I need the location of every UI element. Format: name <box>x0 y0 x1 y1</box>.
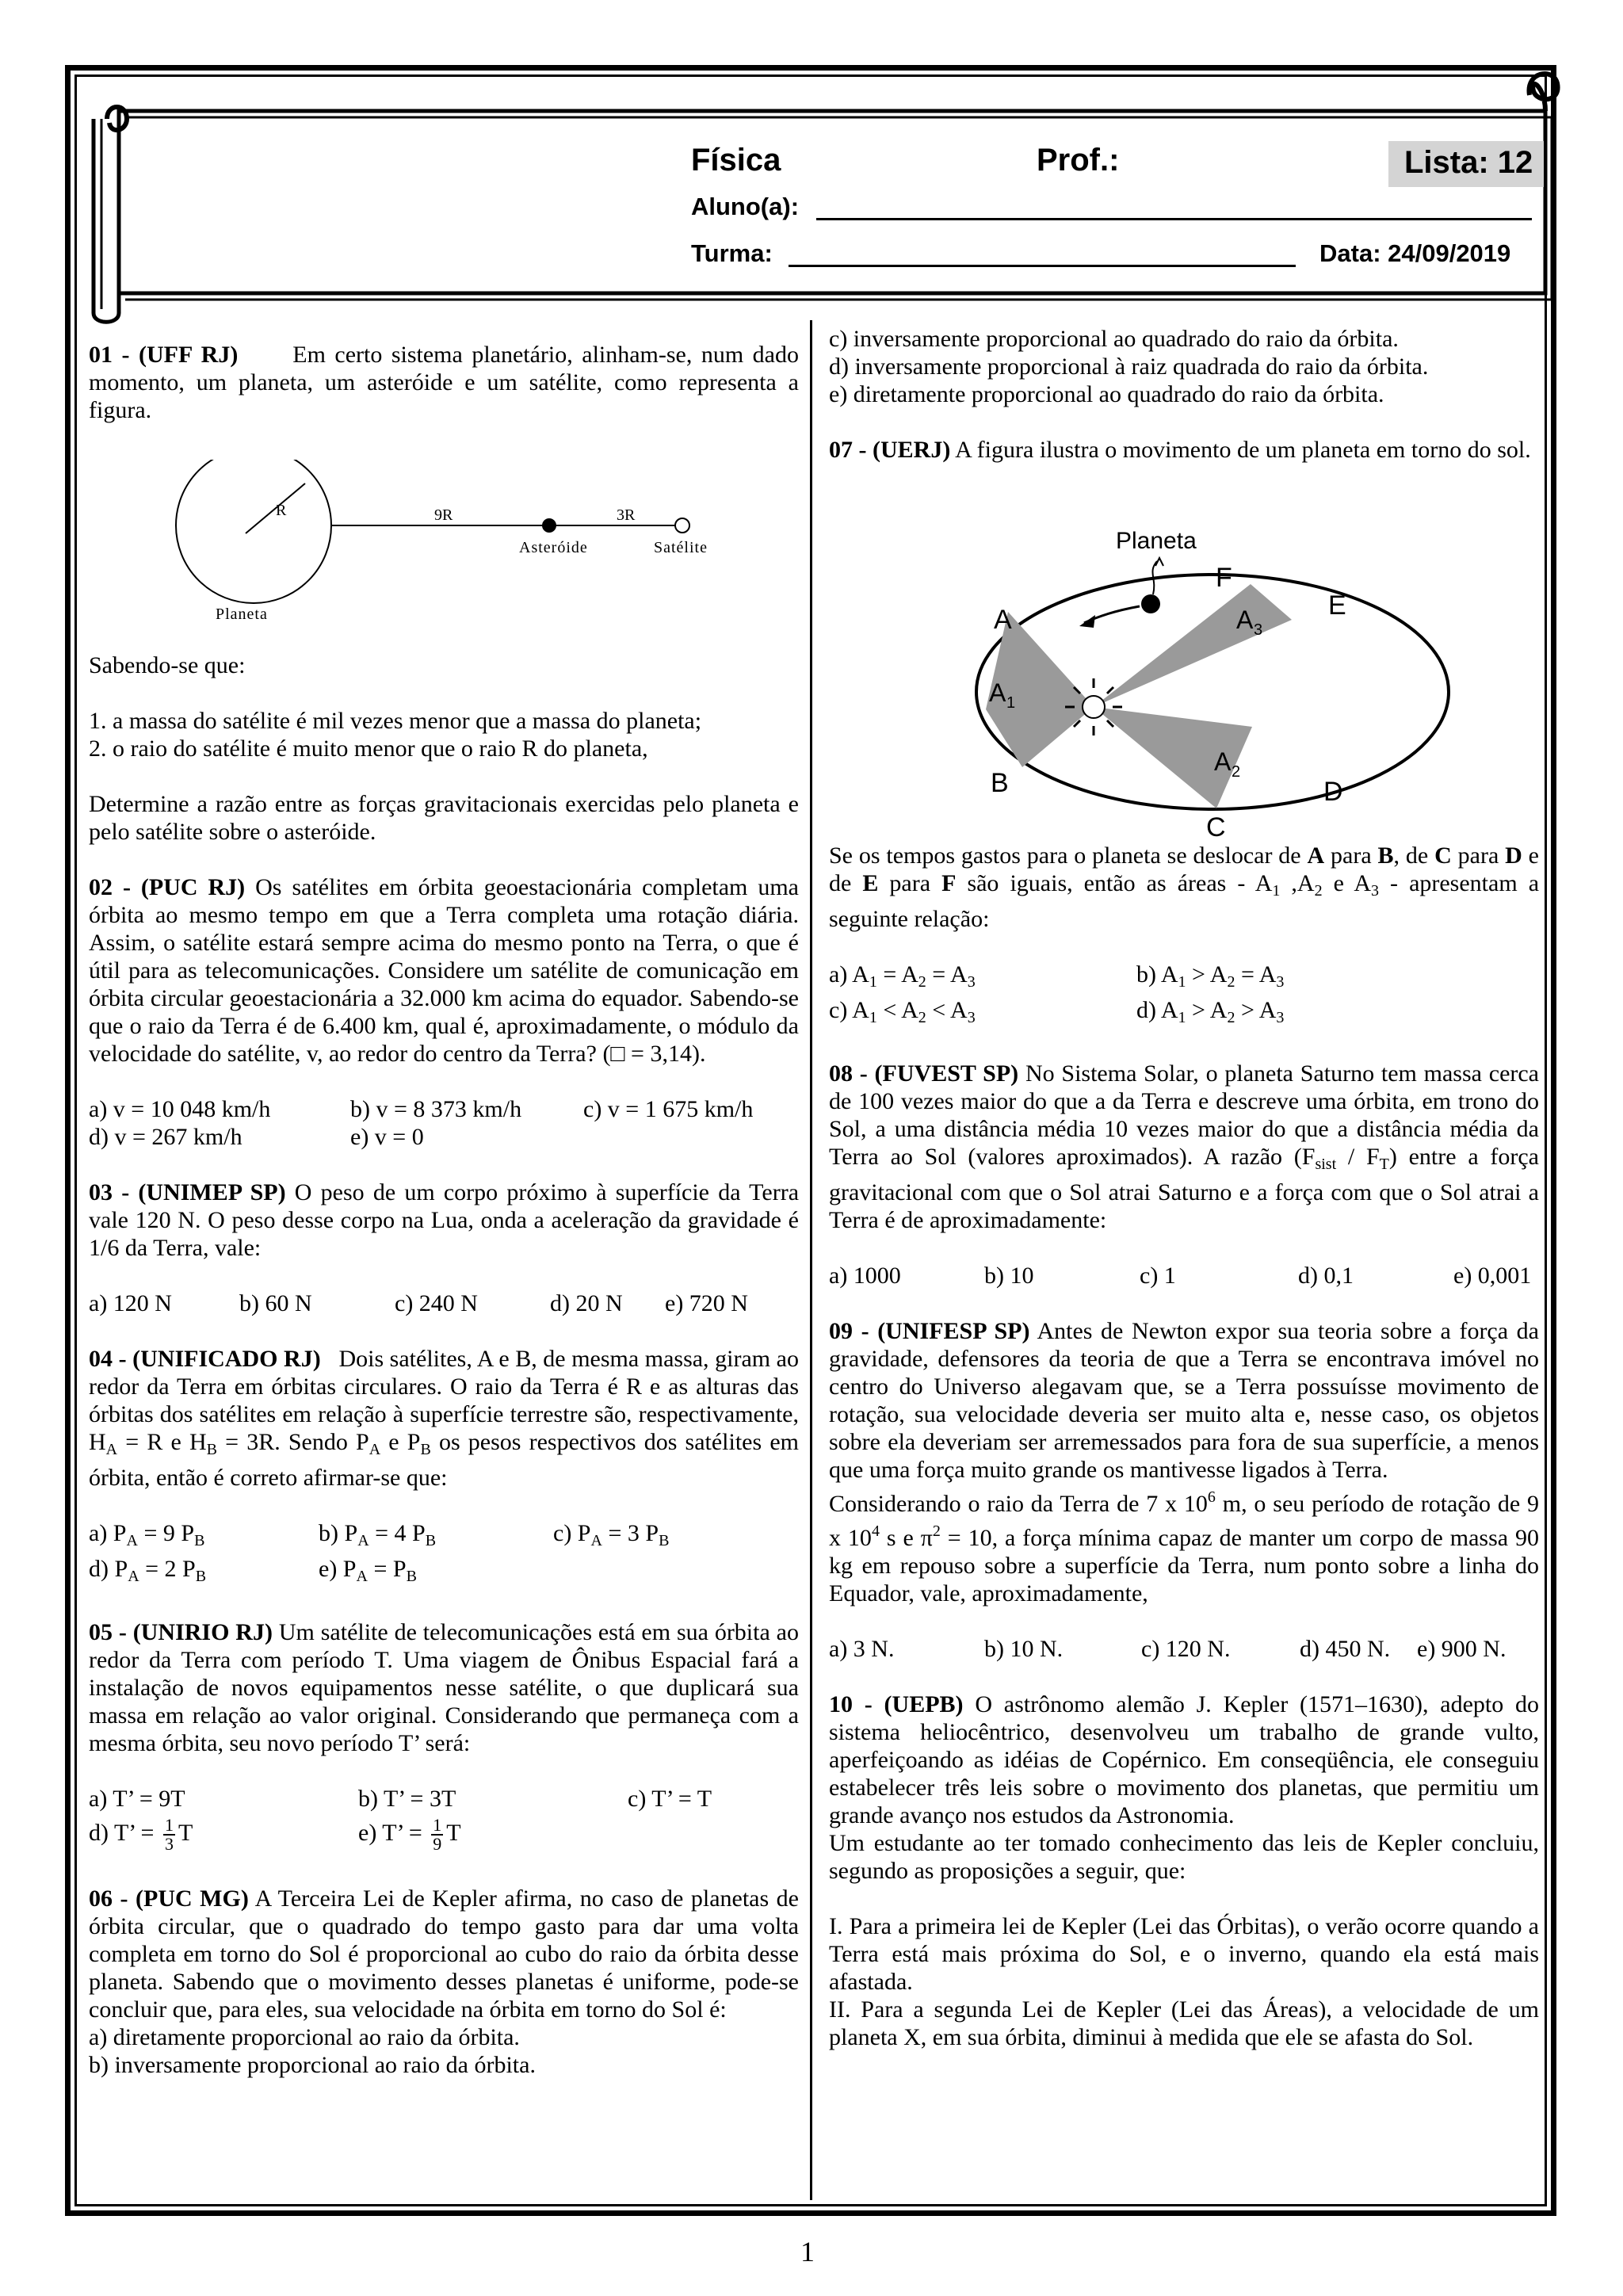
q09-stem: Antes de Newton expor sua teoria sobre a força da gravidade, defensores da teoria de que a Terra se encontrava imóvel no centro do Universo alegavam que, se a Terra possuísse movimento de rotação, sua velocidade deveria ser muito alta e, nesse caso, os objetos sobre ela deveriam ser arremessados para fora de sua superfície, a menos que uma força muito grande os mantivesse ligados à Terra. <box>829 1318 1539 1483</box>
q07-label-planet: Planeta <box>1116 528 1197 554</box>
q01-label-satellite: Satélite <box>654 539 708 556</box>
q02-option-b: b) v = 8 373 km/h <box>350 1096 522 1122</box>
q08-stem: No Sistema Solar, o planeta Saturno tem massa cerca de 100 vezes maior do que a da Terra e descreve uma órbita, em trono do Sol, a uma distância média 10 vezes maior do que a distância média da Terra ao Sol (valores aproximados). A razão (F <box>829 1060 1540 1170</box>
q03-stem: O peso de um corpo próximo à superfície da Terra vale 120 N. O peso desse corpo na Lua, onda a aceleração da gravidade é 1/6 da Terra, vale: <box>89 1179 800 1261</box>
q06-option-e: e) diretamente proporcional ao quadrado do raio da órbita. <box>829 381 1384 407</box>
q02-option-e: e) v = 0 <box>350 1124 424 1150</box>
q01-item-1: 1. a massa do satélite é mil vezes menor que a massa do planeta; <box>89 708 702 734</box>
q03-option-d: d) 20 N <box>550 1290 623 1316</box>
q10-stem: O astrônomo alemão J. Kepler (1571–1630), adepto do sistema heliocêntrico, desenvolveu um trabalho de grande vulto, aperfeiçoando as idéias de Copérnico. Em conseqüência, ele conseguiu estabelecer três leis sobre o movimento dos planetas, que permitiu um grande avanço nos estudos da Astronomia. <box>829 1691 1539 1828</box>
q07-tag: 07 - (UERJ) <box>829 437 951 463</box>
q05-option-e: e) T’ = $\frac{1}{9}$ T <box>358 1815 461 1854</box>
q04-option-b: b) $P_A = 4$ $P_B$ <box>319 1520 437 1549</box>
q05-options-row2 <box>89 1813 799 1857</box>
q09-tag: 09 - (UNIFESP SP) <box>829 1318 1030 1344</box>
q01-known: Sabendo-se que: <box>89 652 246 678</box>
q06-option-a: a) diretamente proporcional ao raio da órbita. <box>89 2024 520 2050</box>
q07-label-area-a3: A <box>1236 606 1254 634</box>
q02-options-row2 <box>89 1123 799 1151</box>
svg-text:1: 1 <box>1006 694 1016 712</box>
subject-title: Física <box>691 143 781 178</box>
q08-option-d: d) 0,1 <box>1298 1263 1354 1289</box>
q03-option-a: a) 120 N <box>89 1290 172 1316</box>
q07-options-row2 <box>829 996 1539 1032</box>
q05-options-row1 <box>89 1785 799 1813</box>
q07-label-e: E <box>1328 590 1346 621</box>
q09-option-c: c) 120 N. <box>1141 1636 1231 1662</box>
column-divider <box>810 320 812 2200</box>
header-scroll-banner <box>0 0 1623 333</box>
q03-tag: 03 - (UNIMEP SP) <box>89 1179 286 1205</box>
q06-option-d: d) inversamente proporcional à raiz quadrada do raio da órbita. <box>829 353 1429 380</box>
date-label: Data: 24/09/2019 <box>1319 239 1511 267</box>
svg-text:2: 2 <box>1232 763 1241 781</box>
q07-label-area-a2: A <box>1214 747 1232 776</box>
q01-question: Determine a razão entre as forças gravitacionais exercidas pelo planeta e pelo satélite sobre o asteróide. <box>89 791 799 845</box>
q07-figure <box>967 523 1458 840</box>
q07-label-a: A <box>994 605 1012 635</box>
q04-stem: Dois satélites, A e B, de mesma massa, giram ao redor da Terra em órbitas circulares. O raio da Terra é R e as alturas das órbitas dos satélites em relação à superfície terrestre são, respectivamente, H <box>89 1346 800 1455</box>
q09-option-b: b) 10 N. <box>984 1636 1064 1662</box>
q07-option-a: a) $A_1 = A_2 = A_3$ <box>829 961 976 991</box>
q04-options-row2 <box>89 1555 799 1591</box>
q08-option-a: a) 1000 <box>829 1263 901 1289</box>
q07-text: Se os tempos gastos para o planeta se deslocar de A para B, de C para D e de E para F são iguais, então as áreas - $A_1$ $,A_2$ e $A_3$ - apresentam a seguinte relação: <box>829 842 1540 932</box>
q03-option-e: e) 720 N <box>665 1290 748 1316</box>
q03-options <box>89 1289 799 1317</box>
right-column-rest: Se os tempos gastos para o planeta se deslocar de A para B, de C para D e de E para F são iguais, então as áreas - $A_1$ $,A_2$ e $A_3$ - apresentam a seguinte relação: a) $A_1 = A_2 = A_3$ b) $A_1 > A_2 = A_3$ c) $A_1 < A_2 < A_3$ d) $A_1 > A_2 > A_3$ 08 - (FUVEST SP) No Sistema Solar, o planeta Saturno tem massa cerca de 100 vezes maior do que a da Terra e descreve uma órbita, em trono do Sol, a uma distância média 10 vezes maior do que a distância média da Terra ao Sol (valores aproximados). A razão $(F_{sist} / F_T)$ entre a força gravitacional com que o Sol atrai Saturno e a força com que o Sol atrai a Terra é de aproximadamente: a) 1000 b) 10 c) 1 d) 0,1 e) 0,001 09 - (UNIFESP SP) Antes de Newton expor sua teoria sobre a força da gravidade, defensores da teoria de que a Terra se encontrava imóvel no centro do Universo alegavam que, se a Terra possuísse movimento de rotação, sua velocidade deveria ser muito alta e, nesse caso, os objetos sobre ela deveriam ser arremessados para fora de sua superfície, a menos que uma força muito grande os mantivesse ligados à Terra. Considerando o raio da Terra de 7 x $10^6$ m, o seu período de rotação de 9 x $10^4$ s e $\pi^2 = 10$, a força mínima capaz de manter um corpo de massa 90 kg em repouso sobre a superfície da Terra, num ponto sobre a linha do Equador, vale, aproximadamente, a) 3 N. b) 10 N. c) 120 N. d) 450 N. e) 900 N. 10 - (UEPB) O astrônomo alemão J. Kepler (1571–1630), adepto do sistema heliocêntrico, desenvolveu um trabalho de grande vulto, aperfeiçoando as idéias de Copérnico. Em conseqüência, ele conseguiu estabelecer três leis sobre o movimento dos planetas, que permitiu um grande avanço nos estudos da Astronomia. Um estudante ao ter tomado conhecimento das leis de Kepler concluiu, segundo as proposições a seguir, que: I. Para a primeira lei de Kepler (Lei das Órbitas), o verão ocorre quando a Terra está mais próxima do Sol, e o inverno, quando ela está mais afastada. II. Para a segunda Lei de Kepler (Lei das Áreas), a velocidade de um planeta X, em sua órbita, diminui à medida que ele se afasta do Sol. <box>829 842 1540 2050</box>
q08-options <box>829 1262 1539 1289</box>
q09-option-a: a) 3 N. <box>829 1636 895 1662</box>
q01-label-planet: Planeta <box>216 606 268 623</box>
q03-option-b: b) 60 N <box>239 1290 312 1316</box>
q01-label-3r: 3R <box>617 506 636 524</box>
q08-option-e: e) 0,001 <box>1453 1263 1532 1289</box>
q03-option-c: c) 240 N <box>395 1290 478 1316</box>
student-line <box>816 218 1532 220</box>
q05-option-c: c) T’ = T <box>628 1786 712 1812</box>
q06-option-c: c) inversamente proporcional ao quadrado do raio da órbita. <box>829 326 1399 352</box>
class-label: Turma: <box>691 239 773 267</box>
q01-tag: 01 - (UFF RJ) <box>89 342 239 368</box>
student-label: Aluno(a): <box>691 193 800 220</box>
class-line <box>789 265 1296 267</box>
right-column-top <box>829 325 1539 464</box>
q07-stem: A figura ilustra o movimento de um planeta em torno do sol. <box>955 437 1531 463</box>
q04-options-row1 <box>89 1519 799 1555</box>
svg-text:3: 3 <box>1254 621 1263 639</box>
page-number: 1 <box>800 2236 815 2267</box>
q01-label-9r: 9R <box>434 506 453 524</box>
q10-proposition-1: I. Para a primeira lei de Kepler (Lei das Órbitas), o verão ocorre quando a Terra está mais próxima do Sol, e o inverno, quando ela está mais afastada. <box>829 1913 1539 1995</box>
left-column-rest: Sabendo-se que: 1. a massa do satélite é mil vezes menor que a massa do planeta; 2. o raio do satélite é muito menor que o raio R do planeta, Determine a razão entre as forças gravitacionais exercidas pelo planeta e pelo satélite sobre o asteróide. 02 - (PUC RJ) Os satélites em órbita geoestacionária completam uma órbita ao mesmo tempo em que a Terra completa uma rotação diária. Assim, o satélite estará sempre acima do mesmo ponto na Terra, o que é útil para as telecomunicações. Considere um satélite de comunicação em órbita circular geoestacionária a 32.000 km acima do equador. Sabendo-se que o raio da Terra é de 6.400 km, qual é, aproximadamente, o módulo da velocidade do satélite, v, ao redor do centro da Terra? (□ = 3,14). a) v = 10 048 km/h b) v = 8 373 km/h c) v = 1 675 km/h d) v = 267 km/h e) v = 0 03 - (UNIMEP SP) O peso de um corpo próximo à superfície da Terra vale 120 N. O peso desse corpo na Lua, onda a aceleração da gravidade é 1/6 da Terra, vale: a) 120 N b) 60 N c) 240 N d) 20 N e) 720 N 04 - (UNIFICADO RJ) Dois satélites, A e B, de mesma massa, giram ao redor da Terra em órbitas circulares. O raio da Terra é R e as alturas das órbitas dos satélites em relação à superfície terrestre são, respectivamente, $H_A = R$ e $H_B = 3R$. Sendo $P_A$ e $P_B$ os pesos respectivos dos satélites em órbita, então é correto afirmar-se que: a) $P_A = 9$ $P_B$ b) $P_A = 4$ $P_B$ c) $P_A = 3$ $P_B$ d) $P_A = 2$ $P_B$ e) $P_A = P_B$ 05 - (UNIRIO RJ) Um satélite de telecomunicações está em sua órbita ao redor da Terra com período T. Uma viagem de Ônibus Espacial fará a instalação de novos equipamentos nesse satélite, o que duplicará sua massa em relação ao valor original. Considerando que permaneça com a mesma órbita, seu novo período T’ será: a) T’ = 9T b) T’ = 3T c) T’ = T d) T’ = $\frac{1}{3}$ T e) T’ = $\frac{1}{9}$ T 06 - (PUC MG) A Terceira Lei de Kepler afirma, no caso de planetas de órbita circular, que o quadrado do tempo gasto para dar uma volta completa em torno do Sol é proporcional ao cubo do raio da órbita desse planeta. Sabendo que o movimento desses planetas é uniforme, pode-se concluir que, para eles, sua velocidade na órbita em torno do Sol é: a) diretamente proporcional ao raio da órbita. b) inversamente proporcional ao raio da órbita. <box>89 652 800 2078</box>
list-number: Lista: 12 <box>1404 145 1533 180</box>
q02-option-a: a) v = 10 048 km/h <box>89 1096 271 1122</box>
q09-option-d: d) 450 N. <box>1300 1636 1391 1662</box>
q04-option-a: a) $P_A = 9$ $P_B$ <box>89 1520 205 1549</box>
q07-option-b: b) $A_1 > A_2 = A_3$ <box>1136 961 1285 991</box>
q01-label-asteroid: Asteróide <box>519 539 588 556</box>
q02-options-row1 <box>89 1095 799 1123</box>
list-badge <box>1388 141 1544 187</box>
q10-paragraph-2: Um estudante ao ter tomado conhecimento das leis de Kepler concluiu, segundo as proposições a seguir, que: <box>829 1830 1539 1884</box>
q01-stem: Em certo sistema planetário, alinham-se, num dado momento, um planeta, um asteróide e um satélite, como representa a figura. <box>89 342 799 423</box>
q05-option-d: d) T’ = $\frac{1}{3}$ T <box>89 1815 193 1854</box>
q08-tag: 08 - (FUVEST SP) <box>829 1060 1019 1087</box>
q02-stem: Os satélites em órbita geoestacionária completam uma órbita ao mesmo tempo em que a Terra completa uma rotação diária. Assim, o satélite estará sempre acima do mesmo ponto na Terra, o que é útil para as telecomunicações. Considere um satélite de comunicação em órbita circular geoestacionária a 32.000 km acima do equador. Sabendo-se que o raio da Terra é de 6.400 km, qual é, aproximadamente, o módulo da velocidade do satélite, v, ao redor do centro da Terra? (□ = 3,14). <box>89 874 799 1067</box>
q04-tag: 04 - (UNIFICADO RJ) <box>89 1346 321 1372</box>
q04-option-d: d) $P_A = 2$ $P_B$ <box>89 1556 207 1585</box>
q09-data: Considerando o raio da Terra de 7 x $10^6$ m, o seu período de rotação de 9 x $10^4$ s e $\pi^2 = 10$, a força mínima capaz de manter um corpo de massa 90 kg em repouso sobre a superfície da Terra, num ponto sobre a linha do Equador, vale, aproximadamente, <box>829 1488 1540 1606</box>
q07-label-c: C <box>1206 812 1226 840</box>
q06-tag: 06 - (PUC MG) <box>89 1885 249 1912</box>
question-01-intro <box>89 341 799 424</box>
q08-option-b: b) 10 <box>984 1263 1034 1289</box>
professor-label: Prof.: <box>1037 143 1120 178</box>
q01-figure <box>158 460 729 634</box>
q07-label-b: B <box>991 768 1009 798</box>
q05-option-b: b) T’ = 3T <box>358 1786 456 1812</box>
q01-label-r: R <box>276 502 287 519</box>
q07-label-f: F <box>1216 563 1232 593</box>
q04-option-c: c) $P_A = 3$ $P_B$ <box>553 1520 670 1549</box>
q09-options <box>829 1635 1539 1663</box>
q07-label-area-a1: A <box>989 678 1006 707</box>
q08-option-c: c) 1 <box>1140 1263 1176 1289</box>
q10-proposition-2: II. Para a segunda Lei de Kepler (Lei das Áreas), a velocidade de um planeta X, em sua órbita, diminui à medida que ele se afasta do Sol. <box>829 1996 1539 2050</box>
q02-option-c: c) v = 1 675 km/h <box>583 1096 754 1122</box>
q05-tag: 05 - (UNIRIO RJ) <box>89 1619 273 1645</box>
q07-option-c: c) $A_1 < A_2 < A_3$ <box>829 997 976 1026</box>
q07-label-d: D <box>1323 777 1343 807</box>
q09-option-e: e) 900 N. <box>1417 1636 1507 1662</box>
q07-options-row1 <box>829 961 1539 996</box>
q02-tag: 02 - (PUC RJ) <box>89 874 246 900</box>
q06-stem: A Terceira Lei de Kepler afirma, no caso de planetas de órbita circular, que o quadrado do tempo gasto para dar uma volta completa em torno do Sol é proporcional ao cubo do raio da órbita desse planeta. Sabendo que o movimento desses planetas é uniforme, pode-se concluir que, para eles, sua velocidade na órbita em torno do Sol é: <box>89 1885 799 2023</box>
q04-option-e: e) $P_A = P_B$ <box>319 1556 417 1585</box>
q10-tag: 10 - (UEPB) <box>829 1691 964 1717</box>
q05-option-a: a) T’ = 9T <box>89 1786 185 1812</box>
q06-option-b: b) inversamente proporcional ao raio da órbita. <box>89 2052 536 2078</box>
q02-option-d: d) v = 267 km/h <box>89 1124 242 1150</box>
q07-option-d: d) $A_1 > A_2 > A_3$ <box>1136 997 1285 1026</box>
q05-stem: Um satélite de telecomunicações está em sua órbita ao redor da Terra com período T. Uma viagem de Ônibus Espacial fará a instalação de novos equipamentos nesse satélite, o que duplicará sua massa em relação ao valor original. Considerando que permaneça com a mesma órbita, seu novo período T’ será: <box>89 1619 799 1756</box>
q01-item-2: 2. o raio do satélite é muito menor que o raio R do planeta, <box>89 735 648 762</box>
